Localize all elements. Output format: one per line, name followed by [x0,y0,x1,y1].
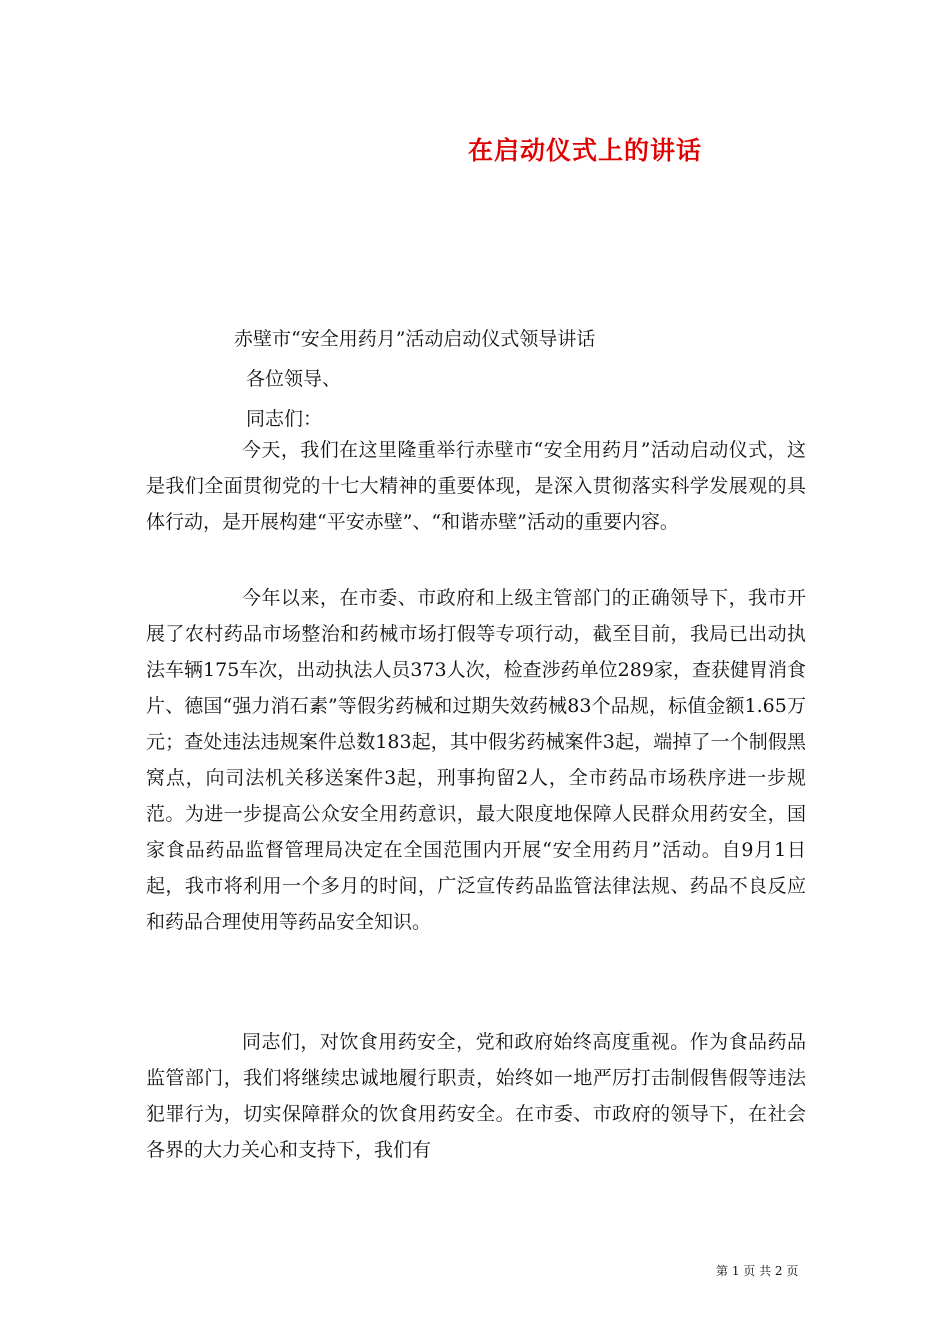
page-title: 在启动仪式上的讲话 [468,136,703,165]
salutation-comrades: 同志们： [246,408,323,430]
body-paragraph: 同志们，对饮食用药安全，党和政府始终高度重视。作为食品药品监管部门，我们将继续忠诚地履行职责，始终如一地严厉打击制假售假等违法犯罪行为，切实保障群众的饮食用药安全。在市委、市政府的领导下，在社会各界的大力关心和支持下，我们有 [146,1031,806,1161]
body-paragraph: 今天，我们在这里隆重举行赤壁市“安全用药月”活动启动仪式，这是我们全面贯彻党的十七大精神的重要体现，是深入贯彻落实科学发展观的具体行动，是开展构建“平安赤壁”、“和谐赤壁”活动的重要内容。 [146,439,806,533]
speech-subtitle: 赤壁市“安全用药月”活动启动仪式领导讲话 [234,328,596,350]
page-number-footer: 第 1 页 共 2 页 [716,1264,799,1278]
body-paragraph: 今年以来，在市委、市政府和上级主管部门的正确领导下，我市开展了农村药品市场整治和药械市场打假等专项行动，截至目前，我局已出动执法车辆175车次，出动执法人员373人次，检查涉药单位289家，查获健胃消食片、德国“强力消石素”等假劣药械和过期失效药械83个品规，标值金额1.65万元；查处违法违规案件总数183起，其中假劣药械案件3起，端掉了一个制假黑窝点，向司法机关移送案件3起，刑事拘留2人，全市药品市场秩序进一步规范。为进一步提高公众安全用药意识，最大限度地保障人民群众用药安全，国家食品药品监督管理局决定在全国范围内开展“安全用药月”活动。自9月1日起，我市将利用一个多月的时间，广泛宣传药品监管法律法规、药品不良反应和药品合理使用等药品安全知识。 [146,587,806,933]
body-paragraph-2-block [146,580,806,940]
salutation-leaders: 各位领导、 [246,368,342,390]
body-paragraph-3-block [146,1024,806,1168]
body-paragraph-1-block [146,432,806,540]
